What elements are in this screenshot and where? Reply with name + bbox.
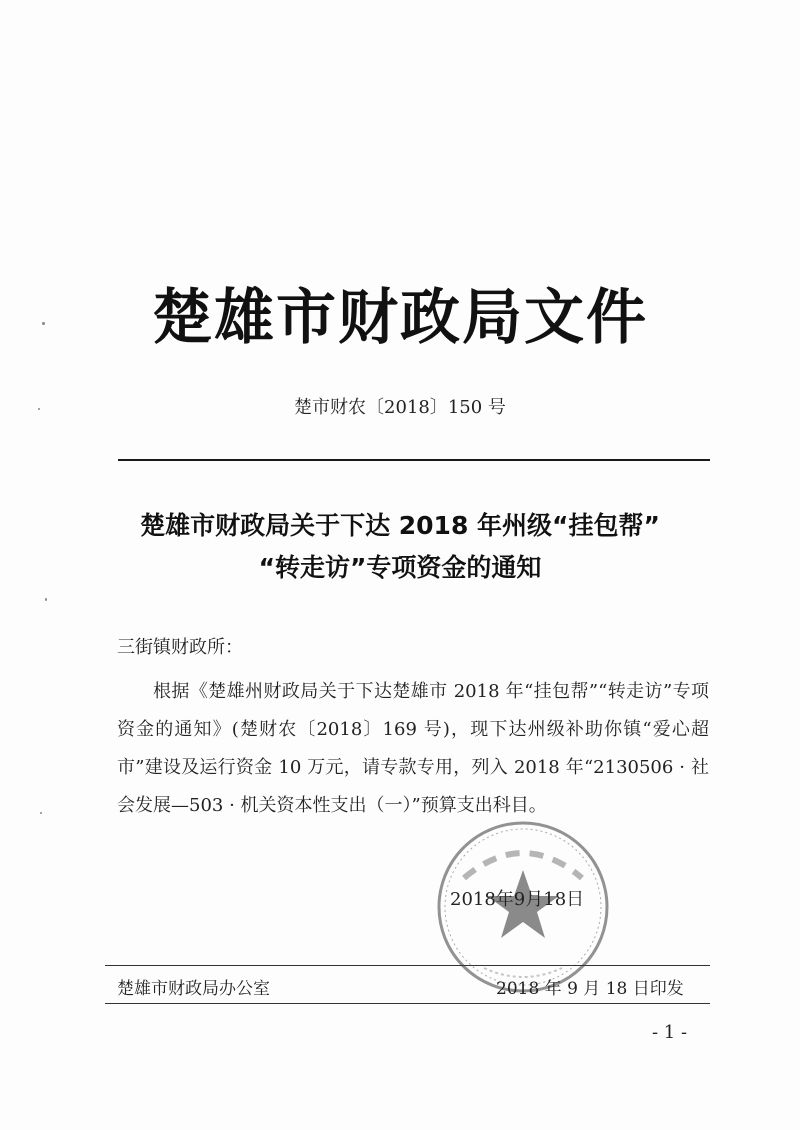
scan-speck xyxy=(40,812,42,814)
issuer-title: 楚雄市财政局文件 xyxy=(152,283,648,353)
body-paragraph: 根据《楚雄州财政局关于下达楚雄市 2018 年“挂包帮”“转走访”专项资金的通知》(楚财农〔2018〕169 号)，现下达州级补助你镇“爱心超市”建设及运行资金 10 万元，请专款专用，列入 2018 年“2130506 · 社会发展—503 · 机关资本性支出（一）”预算支出科目。 xyxy=(117,681,709,816)
document-number: 楚市财农〔2018〕150 号 xyxy=(294,397,506,418)
notice-title-line-1: 楚雄市财政局关于下达 2018 年州级“挂包帮” xyxy=(140,511,660,540)
header-divider xyxy=(118,459,710,461)
scan-speck xyxy=(38,408,40,410)
issuing-office: 楚雄市财政局办公室 xyxy=(117,979,270,999)
scan-speck xyxy=(45,598,47,601)
notice-title-line-2: “转走访”专项资金的通知 xyxy=(258,553,542,582)
footer-divider-bottom xyxy=(105,1003,710,1004)
page-number: - 1 - xyxy=(652,1022,688,1043)
signature-date: 2018年9月18日 xyxy=(450,889,585,910)
print-date: 2018 年 9 月 18 日印发 xyxy=(496,979,684,999)
notice-title xyxy=(60,505,740,589)
footer-divider-top xyxy=(105,965,710,966)
scan-speck xyxy=(42,322,45,325)
recipient: 三街镇财政所： xyxy=(117,637,243,658)
